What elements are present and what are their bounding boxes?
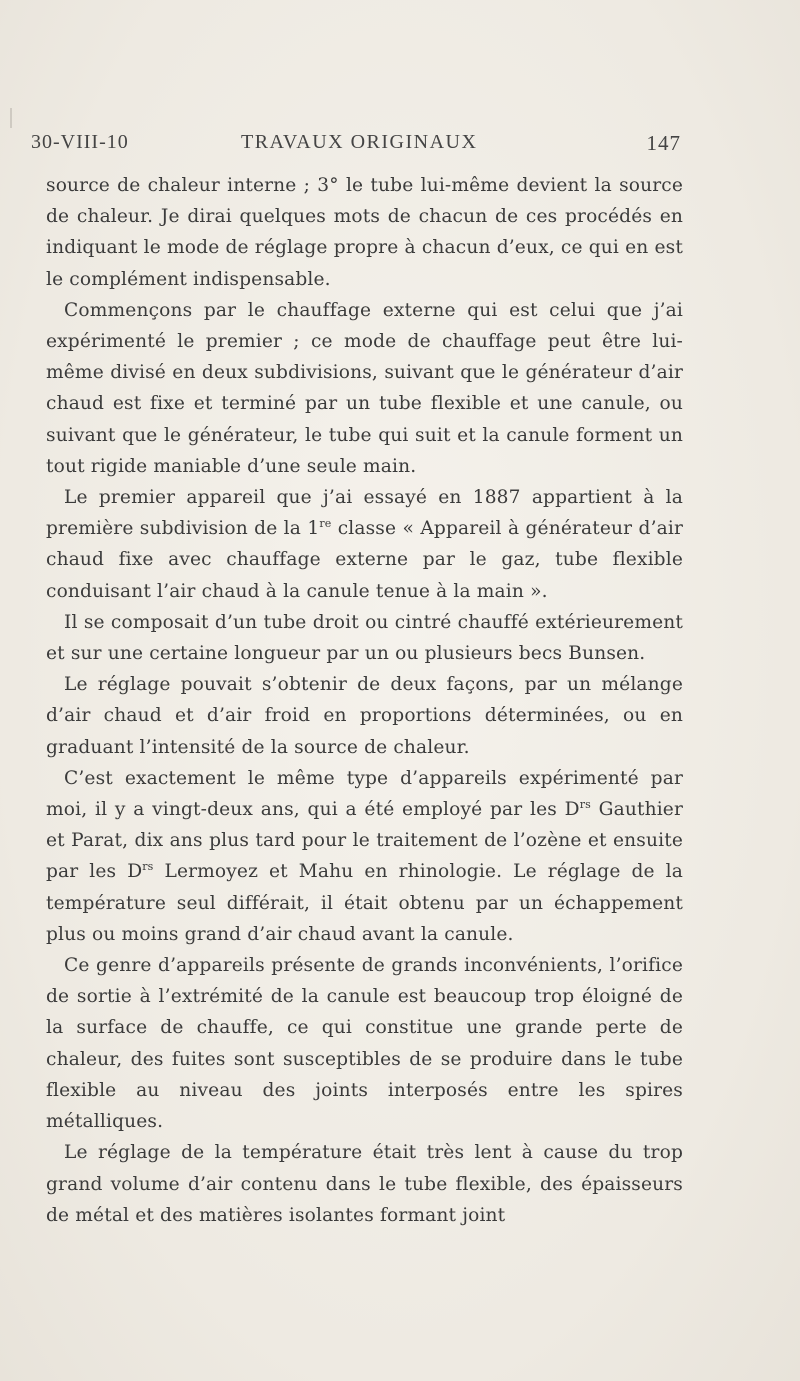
body-text <box>46 170 683 1231</box>
paragraph-2-text: Commençons par le chauffage externe qui est celui que j’ai expérimenté le premier ; ce mode de chauffage peut être lui-même divisé en deux subdivisions, suivant que le générateur d’air chaud est fixe et terminé par un tube flexible et une canule, ou suivant que le générateur, le tube qui suit et la canule forment un tout rigide maniable d’une seule main. <box>46 299 683 477</box>
paragraph-6-text-a: C’est exactement le même type d’appareils expérimenté par moi, il y a vingt-deux ans, qui a été employé par les D <box>46 767 683 821</box>
paragraph-4-text: Il se composait d’un tube droit ou cintré chauffé extérieurement et sur une certaine longueur par un ou plusieurs becs Bunsen. <box>46 611 683 665</box>
superscript-re: re <box>319 517 332 531</box>
pencil-mark <box>10 108 12 128</box>
paragraph-8-text: Le réglage de la température était très lent à cause du trop grand volume d’air contenu dans le tube flexible, des épaisseurs de métal et des matières isolantes formant joint <box>46 1142 683 1226</box>
paragraph-2 <box>46 295 683 482</box>
paragraph-6-text-c: Lermoyez et Mahu en rhinologie. Le réglage de la température seul différait, il était obtenu par un échappement plus ou moins grand d’air chaud avant la canule. <box>46 861 683 945</box>
paragraph-1-text: source de chaleur interne ; 3° le tube lui-même devient la source de chaleur. Je dirai quelques mots de chacun de ces procédés en indiquant le mode de réglage propre à chacun d’eux, ce qui en est le complément indispensable. <box>46 175 683 290</box>
running-header <box>31 131 681 163</box>
paragraph-3-text-a: Le premier appareil que j’ai essayé en 1887 appartient à la première subdivision de la 1 <box>46 487 683 540</box>
header-title: TRAVAUX ORIGINAUX <box>241 131 478 153</box>
paragraph-3-text-b: classe « Appareil à générateur d’air chaud fixe avec chauffage externe par le gaz, tube flexible conduisant l’air chaud à la canule tenue à la main ». <box>46 518 683 602</box>
paragraph-6-text-b: Gauthier et Parat, dix ans plus tard pour le traitement de l’ozène et ensuite par les D <box>46 799 683 883</box>
paragraph-6 <box>46 763 683 950</box>
superscript-rs-2: rs <box>142 860 154 874</box>
header-date: 30-VIII-10 <box>31 131 129 153</box>
paragraph-5 <box>46 669 683 763</box>
paragraph-7 <box>46 950 683 1137</box>
page-number: 147 <box>646 131 681 155</box>
paragraph-1 <box>46 170 683 295</box>
paragraph-8 <box>46 1137 683 1231</box>
paragraph-5-text: Le réglage pouvait s’obtenir de deux façons, par un mélange d’air chaud et d’air froid en proportions déterminées, ou en graduant l’intensité de la source de chaleur. <box>46 674 683 758</box>
paragraph-3 <box>46 482 683 607</box>
paragraph-7-text: Ce genre d’appareils présente de grands inconvénients, l’orifice de sortie à l’extrémité de la canule est beaucoup trop éloigné de la surface de chauffe, ce qui constitue une grande perte de chaleur, des fuites sont susceptibles de se produire dans le tube flexible au niveau des joints interposés entre les spires métalliques. <box>46 955 683 1133</box>
paragraph-4 <box>46 607 683 669</box>
superscript-rs-1: rs <box>579 797 591 811</box>
